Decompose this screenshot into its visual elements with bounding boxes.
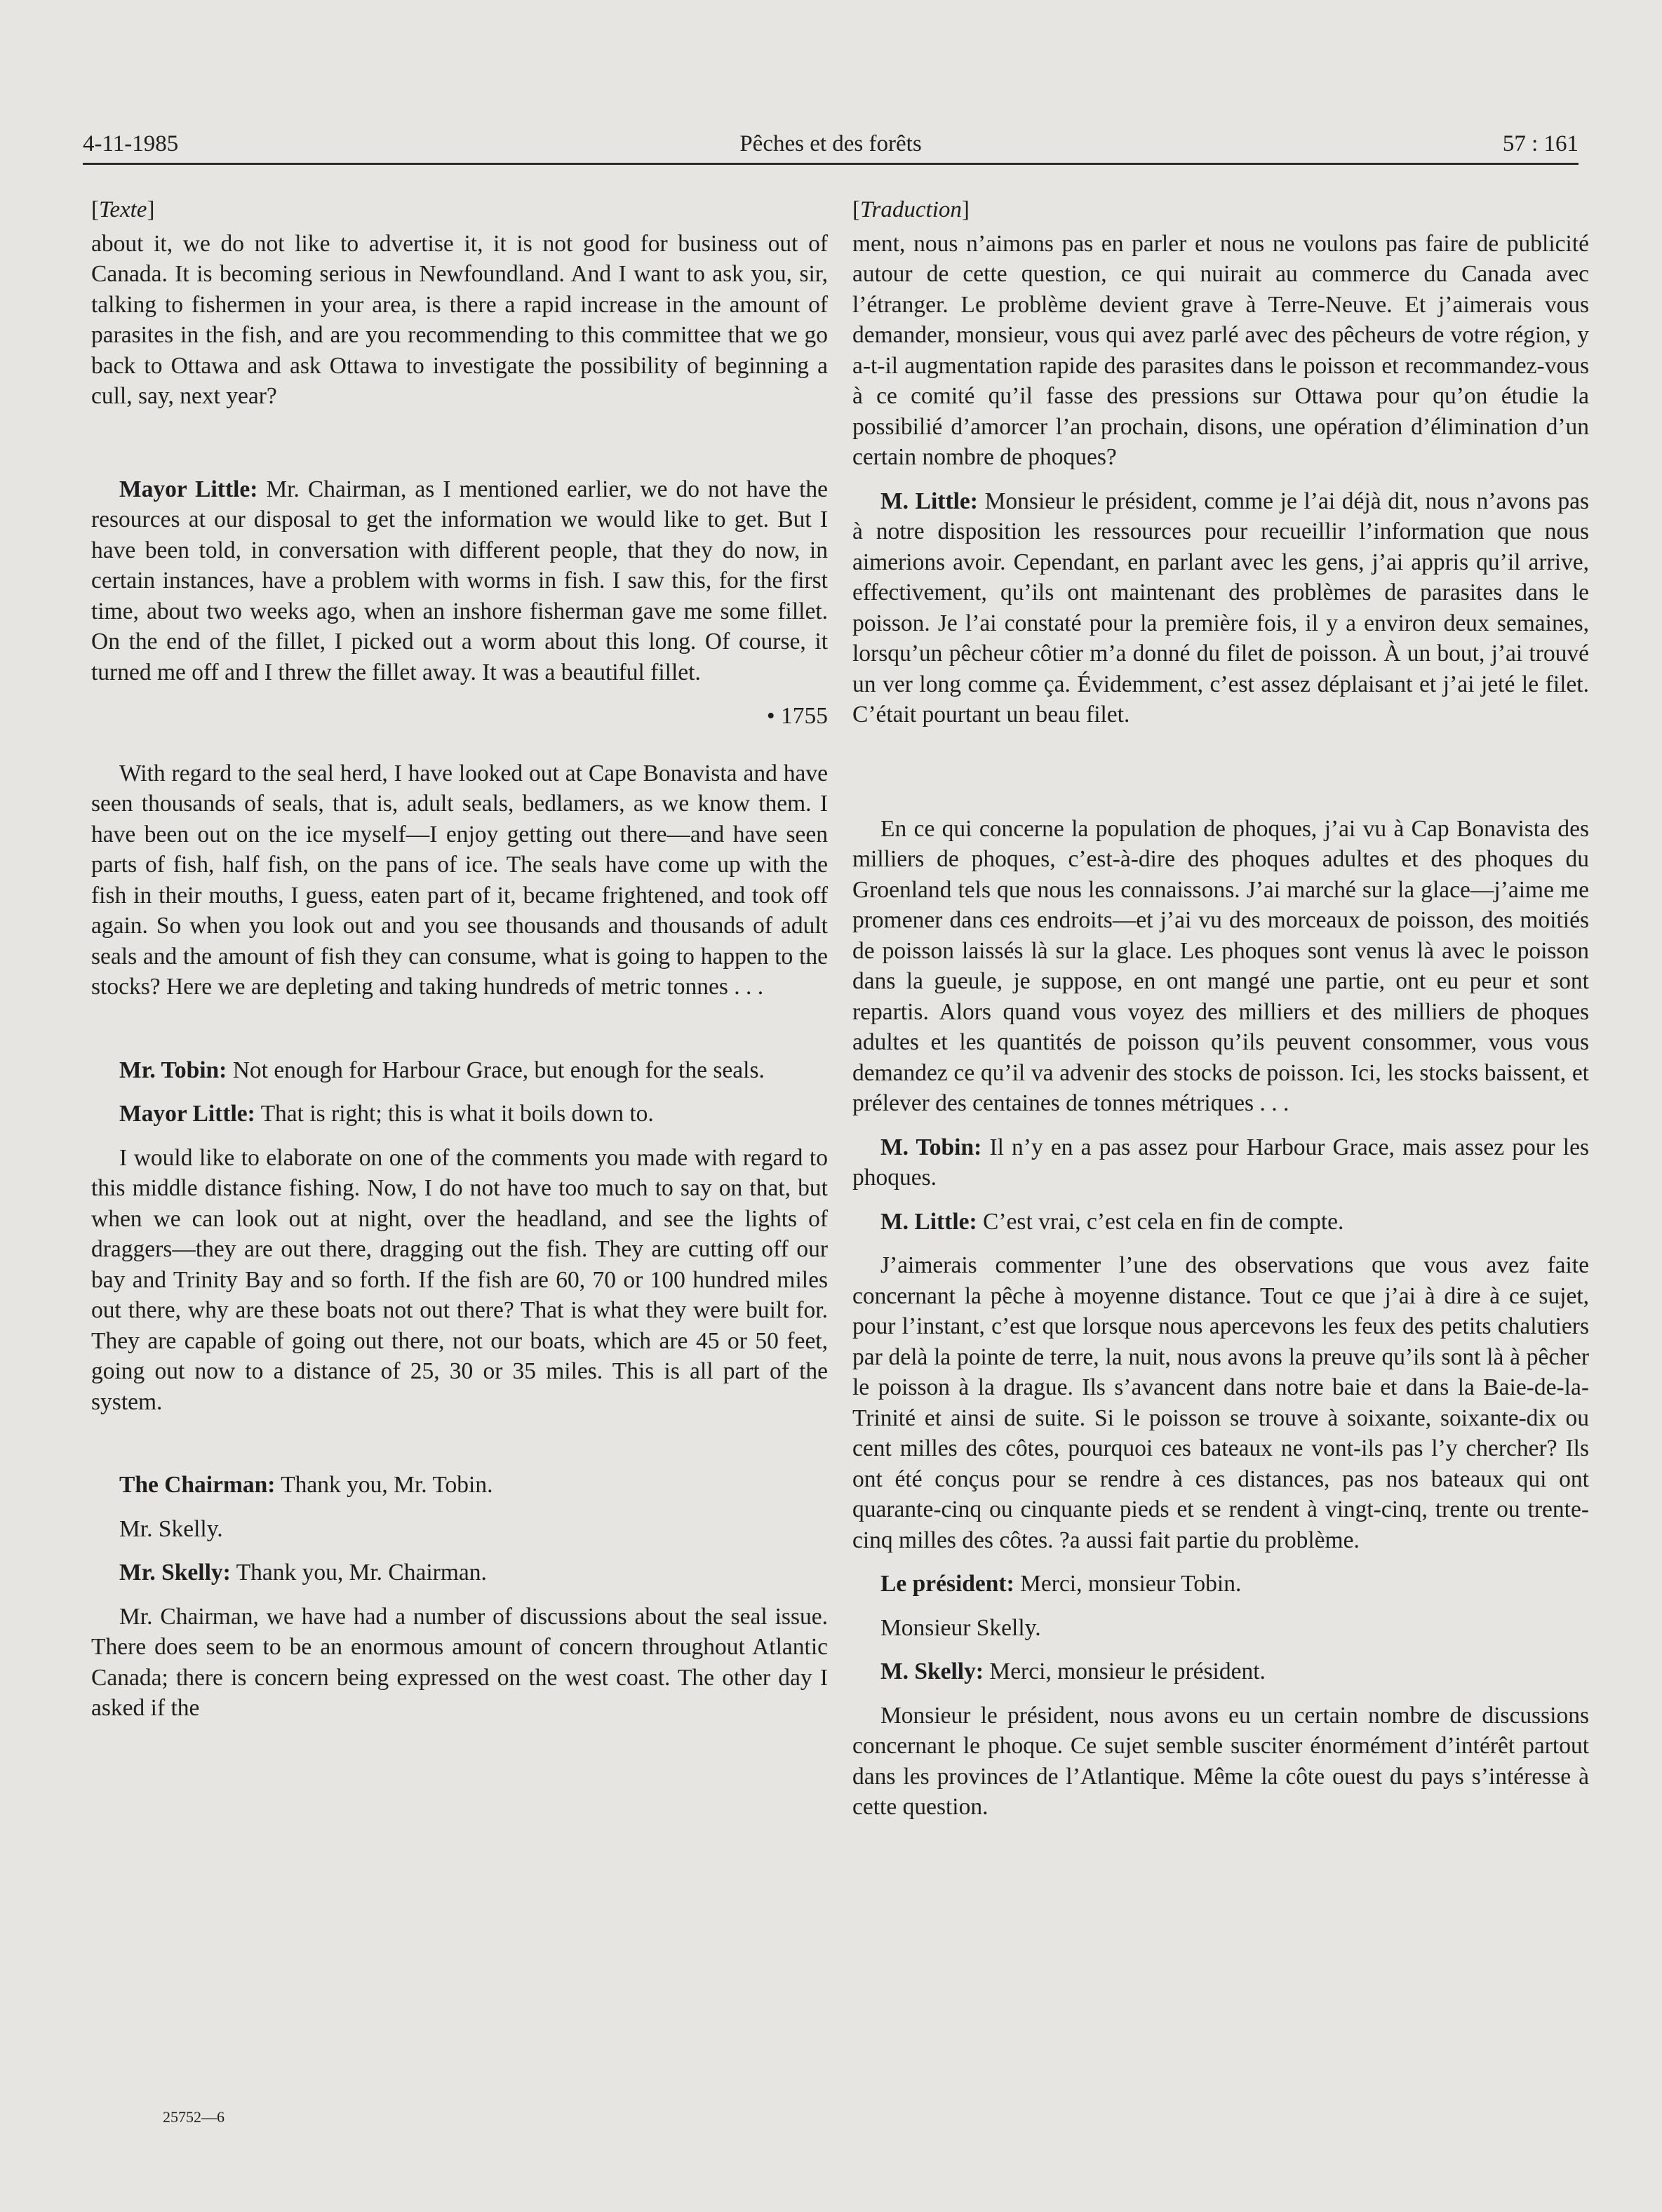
right-paragraph-3: En ce qui concerne la population de phoques, j’ai vu à Cap Bonavista des milliers de phoques, c’est-à-dire des phoques adultes et des phoques du Groenland tels que nous les connaissons. J’ai marché sur la glace—j’aime me promener dans ces endroits—et j’ai vu des morceaux de poisson, des moitiés de poisson laissés là sur la glace. Les phoques sont venus là avec le poisson dans la gueule, je suppose, en ont mangé une partie, ont eu peur et sont repartis. Alors quand vous voyez des milliers et des milliers de phoques adultes et les quantités de poisson qu’ils peuvent consommer, vous vous demandez ce qu’il va advenir des stocks de poisson. Ici, les stocks baissent, et prélever des centaines de tonnes métriques . . . [852, 815, 1589, 1116]
left-paragraph-7: The Chairman: Thank you, Mr. Tobin. [119, 1472, 493, 1498]
language-label-traduction: [Traduction] [852, 197, 970, 222]
speaker-m-tobin: M. Tobin: [880, 1134, 982, 1160]
left-paragraph-4: Mr. Tobin: Not enough for Harbour Grace, but enough for the seals. [119, 1057, 765, 1083]
left-paragraph-6: I would like to elaborate on one of the comments you made with regard to this middle distance fishing. Now, I do not have too much to say on that, but when we can look out at night, over the headland, and see the lights of draggers—they are out there, dragging out the fish. They are cutting off our bay and Trinity Bay and so forth. If the fish are 60, 70 or 100 hundred miles out there, why are these boats not out there? That is what they were built for. They are capable of going out there, not our boats, which are 45 or 50 feet, going out now to a distance of 25, 30 or 35 miles. This is all part of the system. [91, 1144, 828, 1415]
right-paragraph-6: J’aimerais commenter l’une des observations que vous avez faite concernant la pêche à moyenne distance. Tout ce que j’ai à dire à ce sujet, pour l’instant, c’est que lorsque nous apercevons les feux des petits chalutiers par delà la pointe de terre, la nuit, nous avons la preuve qu’ils sont là à pêcher le poisson à la drague. Ils s’avancent dans notre baie et dans la Baie-de-la-Trinité et ainsi de suite. Si le poisson se trouve à soixante, soixante-dix ou cent milles des côtes, pourquoi ces bateaux ne vont-ils pas l’y chercher? Ils ont été conçus pour se rendre à ces distances, pas nos bateaux qui ont quarante-cinq ou cinquante pieds et se rendent à vingt-cinq, trente ou trente-cinq milles des côtes. ?a aussi fait partie du problème. [852, 1252, 1589, 1553]
speaker-m-little: M. Little: [880, 488, 978, 514]
left-paragraph-2: Mayor Little: Mr. Chairman, as I mentioned earlier, we do not have the resources at our disposal to get the information we would like to get. But I have been told, in conversation with different people, that they do now, in certain instances, have a problem with worms in fish. I saw this, for the first time, about two weeks ago, when an inshore fisherman gave me some fillet. On the end of the fillet, I picked out a worm about this long. Of course, it turned me off and I threw the fillet away. It was a beautiful fillet. [91, 476, 828, 685]
header-page-number: 57 : 161 [1502, 131, 1579, 156]
left-paragraph-10: Mr. Chairman, we have had a number of discussions about the seal issue. There does seem to be an enormous amount of concern throughout Atlantic Canada; there is concern being expressed on the west coast. The other day I asked if the [91, 1603, 828, 1721]
speaker-mr-skelly: Mr. Skelly: [119, 1560, 231, 1586]
left-column-english [91, 195, 828, 1737]
right-paragraph-9: M. Skelly: Merci, monsieur le président. [880, 1658, 1266, 1684]
right-paragraph-8: Monsieur Skelly. [880, 1614, 1041, 1641]
speaker-mayor-little: Mayor Little: [119, 476, 258, 502]
header-date: 4-11-1985 [83, 131, 179, 156]
language-label-texte: [Texte] [91, 197, 155, 222]
left-paragraph-3: With regard to the seal herd, I have looked out at Cape Bonavista and have seen thousands of seals, that is, adult seals, bedlamers, as we know them. I have been out on the ice myself—I enjoy getting out there—and have seen parts of fish, half fish, on the pans of ice. The seals have come up with the fish in their mouths, I guess, eaten part of it, became frightened, and took off again. So when you look out and you see thousands and thousands of adult seals and the amount of fish they can consume, what is going to happen to the stocks? Here we are depleting and taking hundreds of metric tonnes . . . [91, 760, 828, 1000]
header-title: Pêches et des forêts [739, 131, 922, 156]
speaker-m-little-2: M. Little: [880, 1208, 977, 1235]
left-paragraph-5: Mayor Little: That is right; this is what it boils down to. [119, 1101, 654, 1127]
right-paragraph-4: M. Tobin: Il n’y en a pas assez pour Harbour Grace, mais assez pour les phoques. [852, 1134, 1590, 1191]
right-paragraph-2: M. Little: Monsieur le président, comme je l’ai déjà dit, nous n’avons pas à notre disposition les ressources pour recueillir l’information que nous aimerions avoir. Cependant, en parlant avec les gens, j’ai appris qu’il arrive, effectivement, qu’ils ont maintenant des problèmes de parasites dans le poisson. Je l’ai constaté pour la première fois, il y a environ deux semaines, lorsqu’un pêcheur côtier m’a donné du filet de poisson. À un bout, j’ai trouvé un ver long comme ça. Évidemment, c’est assez déplaisant et j’ai jeté le filet. C’était pourtant un beau filet. [852, 488, 1590, 728]
left-paragraph-8: Mr. Skelly. [119, 1515, 223, 1542]
speaker-mr-tobin: Mr. Tobin: [119, 1057, 227, 1083]
right-paragraph-1: ment, nous n’aimons pas en parler et nous ne voulons pas faire de publicité autour de cette question, ce qui nuirait au commerce du Canada avec l’étranger. Le problème devient grave à Terre-Neuve. Et j’aimerais vous demander, monsieur, vous qui avez parlé avec des pêcheurs de votre région, y a-t-il augmentation rapide des parasites dans le poisson et recommandez-vous à ce comité qu’il fasse des pressions sur Ottawa pour qu’on étudie la possibilié d’amorcer l’an prochain, disons, une opération d’élimination d’un certain nombre de phoques? [852, 230, 1589, 470]
footer-print-code: 25752—6 [163, 2108, 224, 2126]
left-paragraph-1: about it, we do not like to advertise it, it is not good for business out of Canada. It is becoming serious in Newfoundland. And I want to ask you, sir, talking to fishermen in your area, is there a rapid increase in the amount of parasites in the fish, and are you recommending to this committee that we go back to Ottawa and ask Ottawa to investigate the possibility of beginning a cull, say, next year? [91, 230, 828, 409]
right-paragraph-7: Le président: Merci, monsieur Tobin. [880, 1571, 1242, 1597]
speaker-the-chairman: The Chairman: [119, 1472, 276, 1498]
right-paragraph-5: M. Little: C’est vrai, c’est cela en fin de compte. [880, 1208, 1344, 1235]
page-header [83, 121, 1579, 165]
left-paragraph-9: Mr. Skelly: Thank you, Mr. Chairman. [119, 1560, 487, 1586]
right-paragraph-10: Monsieur le président, nous avons eu un certain nombre de discussions concernant le phoque. Ce sujet semble susciter énormément d’intérêt partout dans les provinces de l’Atlantique. Même la côte ouest du pays s’intéresse à cette question. [852, 1702, 1589, 1820]
time-marker: • 1755 [766, 703, 828, 729]
right-column-french [852, 195, 1589, 1836]
speaker-mayor-little-2: Mayor Little: [119, 1101, 255, 1127]
speaker-le-president: Le président: [880, 1571, 1014, 1597]
speaker-m-skelly: M. Skelly: [880, 1658, 984, 1684]
